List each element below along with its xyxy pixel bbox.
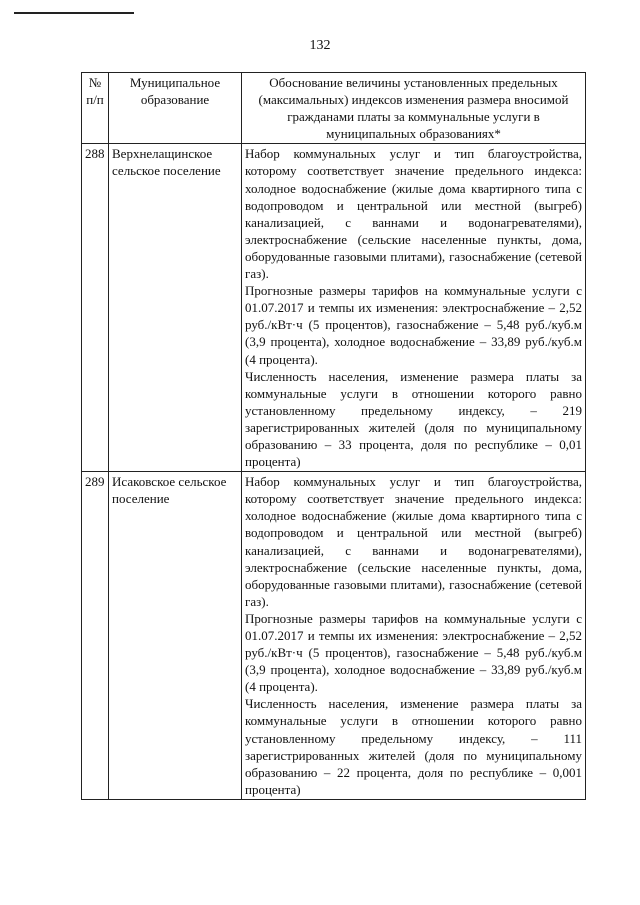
header-rule [14,12,134,14]
services-paragraph: Набор коммунальных услуг и тип благоустройства, которому соответствует значение предельного индекса: холодное водоснабжение (жилые дома квартирного типа с водопроводом и центральной или местной (выгреб) канализацией, с ваннами и водонагревателями), электроснабжение (сельские населенные пункты, дома, оборудованные газовыми плитами), газоснабжение (сетевой газ). [245,146,582,282]
table-row [82,144,586,472]
tariff-table [81,72,586,800]
header-municipality: Муниципальное образование [109,73,242,144]
row-municipality: Исаковское сельское поселение [109,472,242,800]
table-row [82,472,586,800]
tariffs-paragraph: Прогнозные размеры тарифов на коммунальные услуги с 01.07.2017 и темпы их изменения: электроснабжение – 2,52 руб./кВт·ч (5 процентов), газоснабжение – 5,48 руб./куб.м (3,9 процента), холодное водоснабжение – 33,89 руб./куб.м (4 процента). [245,283,582,367]
header-justification: Обоснование величины установленных предельных (максимальных) индексов изменения размера вносимой гражданами платы за коммунальные услуги в муниципальных образованиях* [242,73,586,144]
population-paragraph: Численность населения, изменение размера платы за коммунальные услуги в отношении которого равно установленному предельному индексу, – 219 зарегистрированных жителей (доля по муниципальному образованию – 33 процента, доля по республике – 0,01 процента) [245,368,582,470]
services-paragraph: Набор коммунальных услуг и тип благоустройства, которому соответствует значение предельного индекса: холодное водоснабжение (жилые дома квартирного типа с водопроводом и центральной или местной (выгреб) канализацией, с ваннами и водонагревателями), электроснабжение (сельские населенные пункты, дома, оборудованные газовыми плитами), газоснабжение (сетевой газ). [245,474,582,609]
row-justification [242,472,586,800]
header-num: № п/п [82,73,109,144]
row-justification [242,144,586,472]
population-paragraph: Численность населения, изменение размера платы за коммунальные услуги в отношении которого равно установленному предельному индексу, – 111 зарегистрированных жителей (доля по муниципальному образованию – 22 процента, доля по республике – 0,001 процента) [245,696,582,797]
row-number: 289 [82,472,109,800]
tariffs-paragraph: Прогнозные размеры тарифов на коммунальные услуги с 01.07.2017 и темпы их изменения: электроснабжение – 2,52 руб./кВт·ч (5 процентов), газоснабжение – 5,48 руб./куб.м (3,9 процента), холодное водоснабжение – 33,89 руб./куб.м (4 процента). [245,610,582,695]
row-number: 288 [82,144,109,472]
page-number: 132 [309,38,331,53]
table-header-row [82,73,586,144]
row-municipality: Верхнелащинское сельское поселение [109,144,242,472]
